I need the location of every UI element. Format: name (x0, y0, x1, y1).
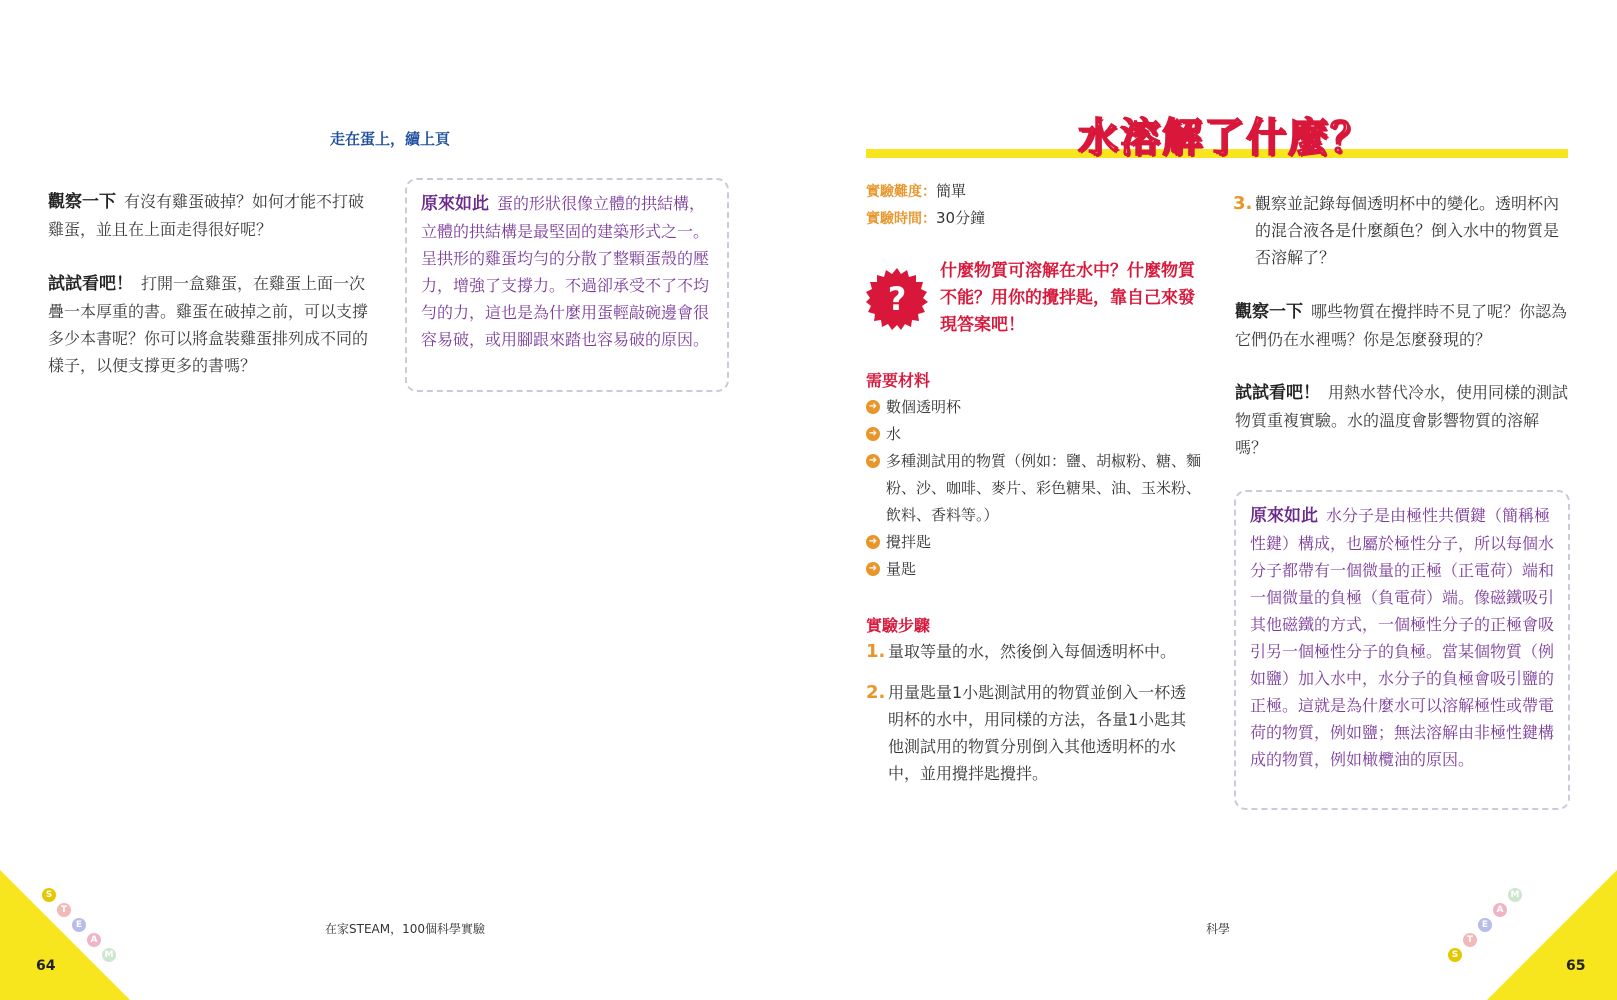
explain-label: 原來如此 (1250, 506, 1318, 526)
arrow-bullet-icon: ➜ (866, 535, 880, 549)
question-icon (866, 268, 928, 330)
steam-badge-a: A (1493, 903, 1507, 917)
observe-text: 有沒有雞蛋破掉？如何才能不打破雞蛋，並且在上面走得很好呢？ (48, 192, 365, 239)
corner-decoration-right (1487, 870, 1617, 1000)
svg-text:?: ? (887, 280, 907, 318)
observe-label: 觀察一下 (1235, 302, 1303, 322)
step-item: 1. 量取等量的水，然後倒入每個透明杯中。 (866, 641, 1177, 662)
material-item: ➜ 水 (866, 421, 1202, 448)
arrow-bullet-icon: ➜ (866, 400, 880, 414)
step-item: 3. 觀察並記錄每個透明杯中的變化。透明杯內的混合液各是什麼顏色？倒入水中的物質是否溶解了？ (1233, 193, 1560, 267)
material-item: ➜ 量匙 (866, 556, 1202, 583)
footer-right: 科學 (1206, 922, 1231, 936)
time-value: 30分鐘 (936, 209, 986, 227)
try-paragraph (48, 270, 376, 379)
steam-badge-e: E (1478, 918, 1492, 932)
material-item: ➜ 攪拌匙 (866, 529, 1202, 556)
steam-badge-e: E (72, 918, 86, 932)
difficulty-label: 實驗難度： (866, 184, 936, 200)
page-number-right: 65 (1566, 958, 1586, 974)
arrow-bullet-icon: ➜ (866, 454, 880, 468)
time-row (866, 207, 985, 228)
arrow-bullet-icon: ➜ (866, 427, 880, 441)
explain-label: 原來如此 (421, 194, 489, 214)
steps-heading: 實驗步驟 (866, 616, 931, 635)
steps-list (866, 638, 1202, 787)
steam-badge-s: S (1448, 948, 1462, 962)
difficulty-value: 簡單 (936, 182, 967, 200)
try-label: 試試看吧！ (48, 274, 133, 294)
arrow-bullet-icon: ➜ (866, 562, 880, 576)
material-item: ➜ 數個透明杯 (866, 394, 1202, 421)
steam-badge-a: A (87, 933, 101, 947)
steam-badge-m: M (102, 948, 116, 962)
steam-badge-m: M (1508, 888, 1522, 902)
page-number-left: 64 (36, 958, 56, 974)
try-text: 打開一盒雞蛋，在雞蛋上面一次疊一本厚重的書。雞蛋在破掉之前，可以支撐多少本書呢？你可以將盒裝雞蛋排列成不同的樣子，以便支撐更多的書嗎？ (48, 274, 369, 375)
materials-heading: 需要材料 (866, 371, 931, 390)
material-item: ➜ 多種測試用的物質（例如：鹽、胡椒粉、糖、麵粉、沙、咖啡、麥片、彩色糖果、油、玉米粉、飲料、香料等。） (866, 448, 1202, 529)
steam-badge-t: T (1463, 933, 1477, 947)
observe-paragraph-right: 觀察一下 哪些物質在攪拌時不見了呢？你認為它們仍在水裡嗎？你是怎麼發現的？ (1235, 302, 1568, 349)
try-label: 試試看吧！ (1235, 383, 1320, 403)
observe-label: 觀察一下 (48, 192, 116, 212)
observe-paragraph (48, 188, 376, 243)
try-paragraph-right: 試試看吧！ 用熱水替代冷水，使用同樣的測試物質重複實驗。水的溫度會影響物質的溶解嗎？ (1235, 383, 1569, 457)
running-header: 走在蛋上，續上頁 (330, 130, 451, 148)
explain-text: 蛋的形狀很像立體的拱結構，立體的拱結構是最堅固的建築形式之一。呈拱形的雞蛋均勻的分散了整顆蛋殼的壓力，增強了支撐力。不過卻承受不了不均勻的力，這也是為什麼用蛋輕敲碗邊會很容易破，或用腳跟來踏也容易破的原因。 (421, 194, 710, 349)
footer-left: 在家STEAM，100個科學實驗 (325, 922, 485, 936)
steam-badge-t: T (57, 903, 71, 917)
steam-badge-s: S (42, 888, 56, 902)
corner-decoration-left (0, 870, 130, 1000)
materials-list (866, 394, 1202, 583)
question-text: 什麼物質可溶解在水中？什麼物質不能？用你的攪拌匙，靠自己來發現答案吧！ (940, 261, 1195, 335)
difficulty-row (866, 180, 966, 201)
explanation-box (405, 178, 729, 392)
step-item: 2. 用量匙量1小匙測試用的物質並倒入一杯透明杯的水中，用同樣的方法，各量1小匙其他測試用的物質分別倒入其他透明杯的水中，並用攪拌匙攪拌。 (866, 682, 1187, 783)
time-label: 實驗時間： (866, 211, 936, 227)
explanation-box-right: 原來如此 水分子是由極性共價鍵（簡稱極性鍵）構成，也屬於極性分子，所以每個水分子都帶有一個微量的正極（正電荷）端和一個微量的負極（負電荷）端。像磁鐵吸引其他磁鐵的方式，一個極性分子的正極會吸引另一個極性分子的負極。當某個物質（例如鹽）加入水中，水分子的負極會吸引鹽的正極。這就是為什麼水可以溶解極性或帶電荷的物質，例如鹽；無法溶解由非極性鍵構成的物質，例如橄欖油的原因。 (1234, 490, 1570, 810)
page-title: 水溶解了什麼？ (1078, 115, 1372, 161)
